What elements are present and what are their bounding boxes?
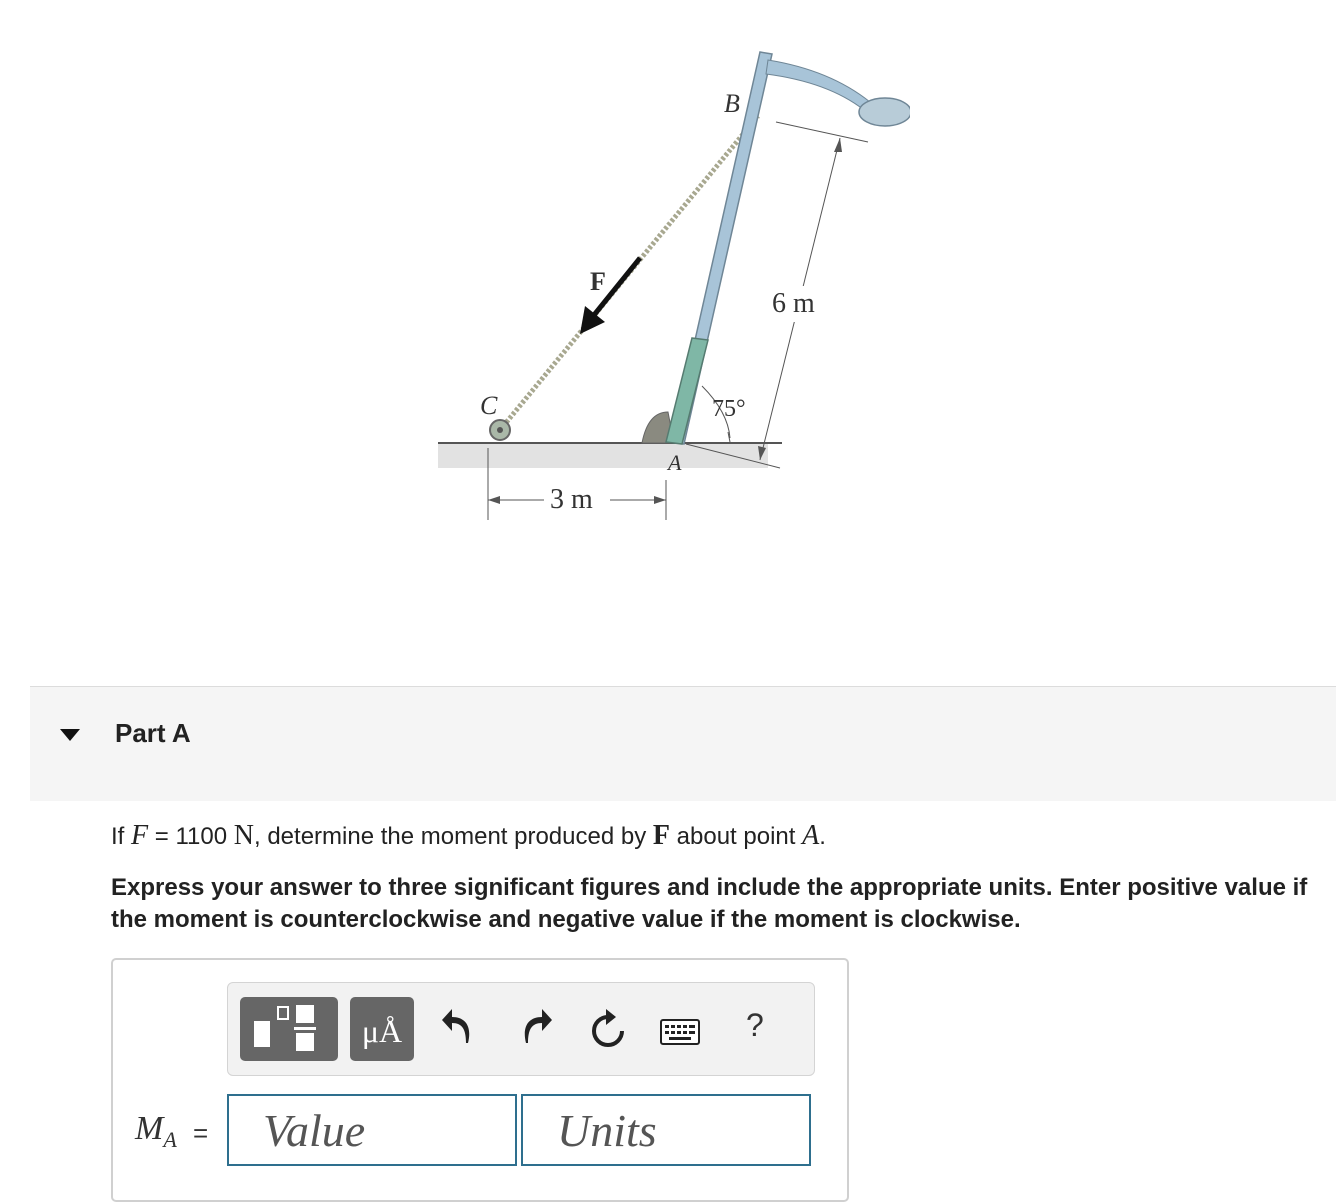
label-b: B	[724, 89, 740, 118]
lamp-head	[859, 98, 910, 126]
dim-6m-ext-top	[776, 122, 868, 142]
problem-figure	[430, 40, 910, 530]
templates-icon	[240, 997, 338, 1061]
redo-icon[interactable]	[520, 1009, 552, 1045]
part-a-header[interactable]	[30, 686, 1336, 801]
keyboard-icon[interactable]	[660, 1019, 700, 1045]
unit-n: N	[233, 820, 254, 851]
var-f: F	[131, 820, 149, 851]
reset-icon[interactable]	[590, 1009, 626, 1049]
instruction-text: Express your answer to three significant figures and include the appropriate units. Enter positive value if the moment is counterclockwise and negative value if the moment is clockwise.	[111, 874, 1308, 933]
dim-3m-label: 3 m	[550, 484, 593, 515]
triangle-down-icon[interactable]	[58, 727, 82, 743]
part-title: Part A	[115, 718, 191, 748]
answer-equals: =	[193, 1118, 209, 1148]
var-a: A	[802, 820, 820, 851]
label-a: A	[668, 450, 682, 475]
dim-angle-label: 75°	[712, 396, 746, 422]
value-input[interactable]	[227, 1094, 517, 1166]
templates-button[interactable]	[240, 997, 338, 1061]
lamp-arm	[766, 60, 870, 110]
label-f: F	[590, 267, 606, 296]
question-text: If F = 1100 N, determine the moment produced by F about point A.	[111, 820, 826, 851]
dim-6m-label: 6 m	[772, 288, 815, 319]
answer-box	[111, 958, 849, 1202]
units-button[interactable]: μÅ	[350, 997, 414, 1061]
help-button[interactable]: ?	[746, 1007, 764, 1043]
label-c: C	[480, 391, 498, 420]
answer-label: $M_A$	[135, 1110, 177, 1152]
undo-icon[interactable]	[442, 1009, 474, 1045]
units-input[interactable]	[521, 1094, 811, 1166]
math-toolbar	[227, 982, 815, 1076]
vector-f: F	[652, 820, 670, 851]
